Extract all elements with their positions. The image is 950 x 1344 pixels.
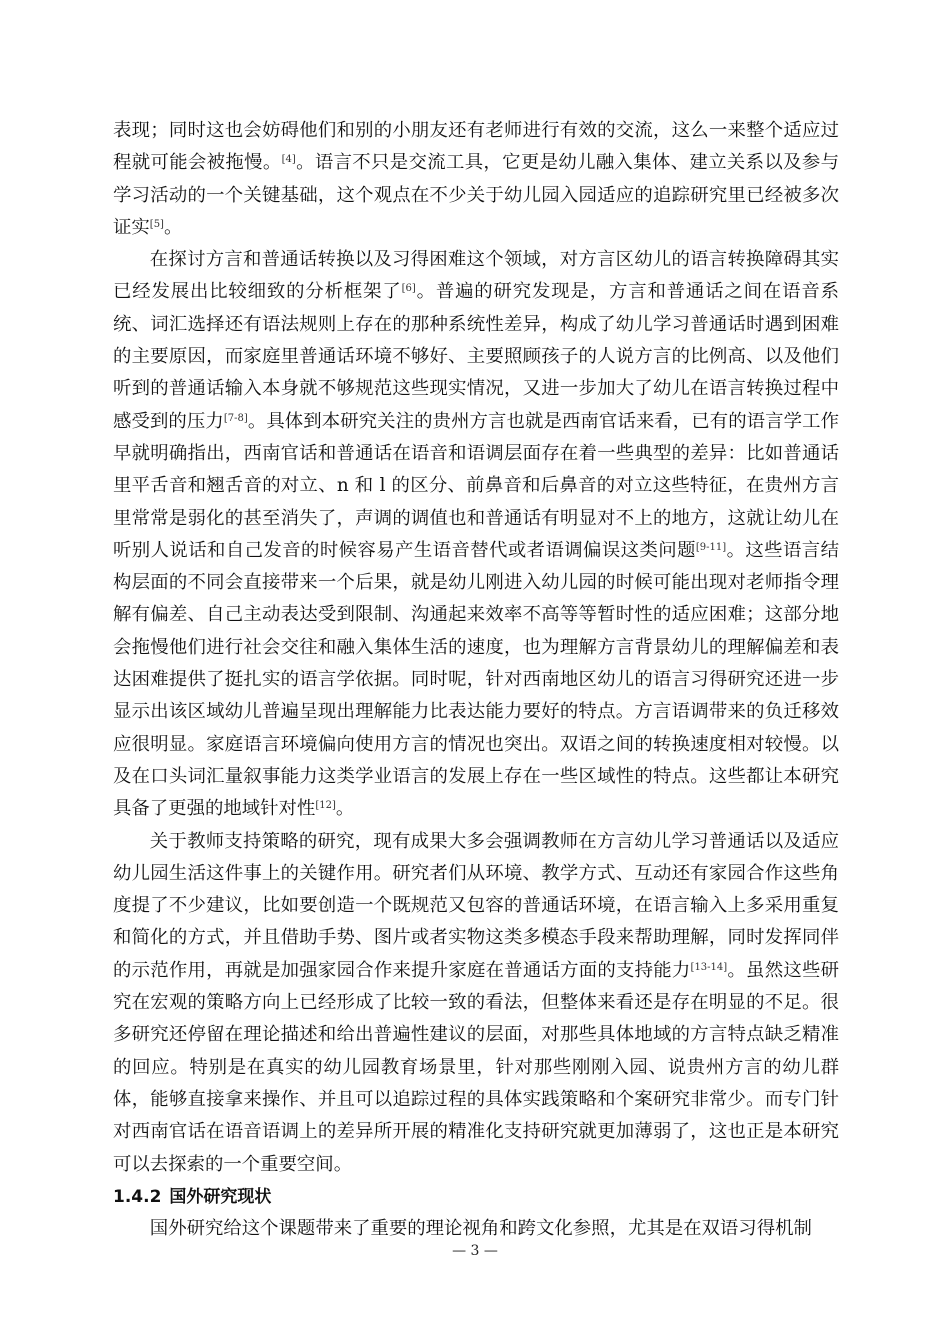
citation: [4] — [281, 154, 296, 166]
section-heading — [113, 1181, 839, 1213]
citation: [9-11] — [695, 541, 727, 553]
text-run: 。 — [163, 216, 183, 238]
paragraph — [113, 1213, 839, 1245]
citation: [7-8] — [223, 412, 248, 424]
text-run: 表现；同时这也会妨碍他们和别的小朋友还有老师进行有效的交流，这么一来整个适应过程就可能会被拖慢。 — [113, 120, 839, 174]
text-run: 。这些语言结构层面的不同会直接带来一个后果，就是幼儿刚进入幼儿园的时候可能出现对老师指令理解有偏差、自己主动表达受到限制、沟通起来效率不高等等暂时性的适应困难；这部分地会拖慢他们进行社会交往和融入集体生活的速度，也为理解方言背景幼儿的理解偏差和表达困难提供了挺扎实的语言学依据。同时呢，针对西南地区幼儿的语言习得研究还进一步显示出该区域幼儿普遍呈现出理解能力比表达能力要好的特点。方言语调带来的负迁移效应很明显。家庭语言环境偏向使用方言的情况也突出。双语之间的转换速度相对较慢。以及在口头词汇量叙事能力这类学业语言的发展上存在一些区域性的特点。这些都让本研究具备了更强的地域针对性 — [113, 539, 839, 820]
paragraph — [113, 115, 839, 244]
section-number: 1.4.2 — [113, 1186, 162, 1207]
text-run: 。虽然这些研究在宏观的策略方向上已经形成了比较一致的看法，但整体来看还是存在明显的不足。很多研究还停留在理论描述和给出普遍性建议的层面，对那些具体地域的方言特点缺乏精准的回应。特别是在真实的幼儿园教育场景里，针对那些刚刚入园、说贵州方言的幼儿群体，能够直接拿来操作、并且可以追踪过程的具体实践策略和个案研究非常少。而专门针对西南官话在语音语调上的差异所开展的精准化支持研究就更加薄弱了，这也正是本研究可以去探索的一个重要空间。 — [113, 959, 839, 1175]
citation: [13-14] — [690, 961, 728, 973]
body-text — [113, 115, 839, 1245]
text-run: 。普遍的研究发现是，方言和普通话之间在语音系统、词汇选择还有语法规则上存在的那种系统性差异，构成了幼儿学习普通话时遇到困难的主要原因，而家庭里普通话环境不够好、主要照顾孩子的人说方言的比例高、以及他们听到的普通话输入本身就不够规范这些现实情况，又进一步加大了幼儿在语言转换过程中感受到的压力 — [113, 281, 839, 432]
citation: [6] — [401, 283, 416, 295]
citation: [12] — [315, 800, 336, 812]
text-run: 关于教师支持策略的研究，现有成果大多会强调教师在方言幼儿学习普通话以及适应幼儿园生活这件事上的关键作用。研究者们从环境、教学方式、互动还有家园合作这些角度提了不少建议，比如要创造一个既规范又包容的普通话环境，在语言输入上多采用重复和简化的方式，并且借助手势、图片或者实物这类多模态手段来帮助理解，同时发挥同伴的示范作用，再就是加强家园合作来提升家庭在普通话方面的支持能力 — [113, 830, 839, 981]
paragraph — [113, 826, 839, 1181]
text-run: 。 — [335, 798, 355, 820]
text-run: 国外研究给这个课题带来了重要的理论视角和跨文化参照，尤其是在双语习得机制 — [149, 1218, 812, 1240]
section-title: 国外研究现状 — [169, 1186, 272, 1207]
paragraph — [113, 244, 839, 825]
text-run: 。语言不只是交流工具，它更是幼儿融入集体、建立关系以及参与学习活动的一个关键基础，这个观点在不少关于幼儿园入园适应的追踪研究里已经被多次证实 — [113, 152, 839, 238]
text-run: 在探讨方言和普通话转换以及习得困难这个领域，对方言区幼儿的语言转换障碍其实已经发展出比较细致的分析框架了 — [113, 249, 839, 303]
text-run: 。具体到本研究关注的贵州方言也就是西南官话来看，已有的语言学工作早就明确指出，西南官话和普通话在语音和语调层面存在着一些典型的差异：比如普通话里平舌音和翘舌音的对立、n 和 l 的区分、前鼻音和后鼻音的对立这些特征，在贵州方言里常常是弱化的甚至消失了，声调的调值也和普通话有明显对不上的地方，这就让幼儿在听别人说话和自己发音的时候容易产生语音替代或者语调偏误这类问题 — [113, 410, 839, 561]
page-number: — 3 — — [452, 1243, 498, 1259]
citation: [5] — [149, 218, 164, 230]
